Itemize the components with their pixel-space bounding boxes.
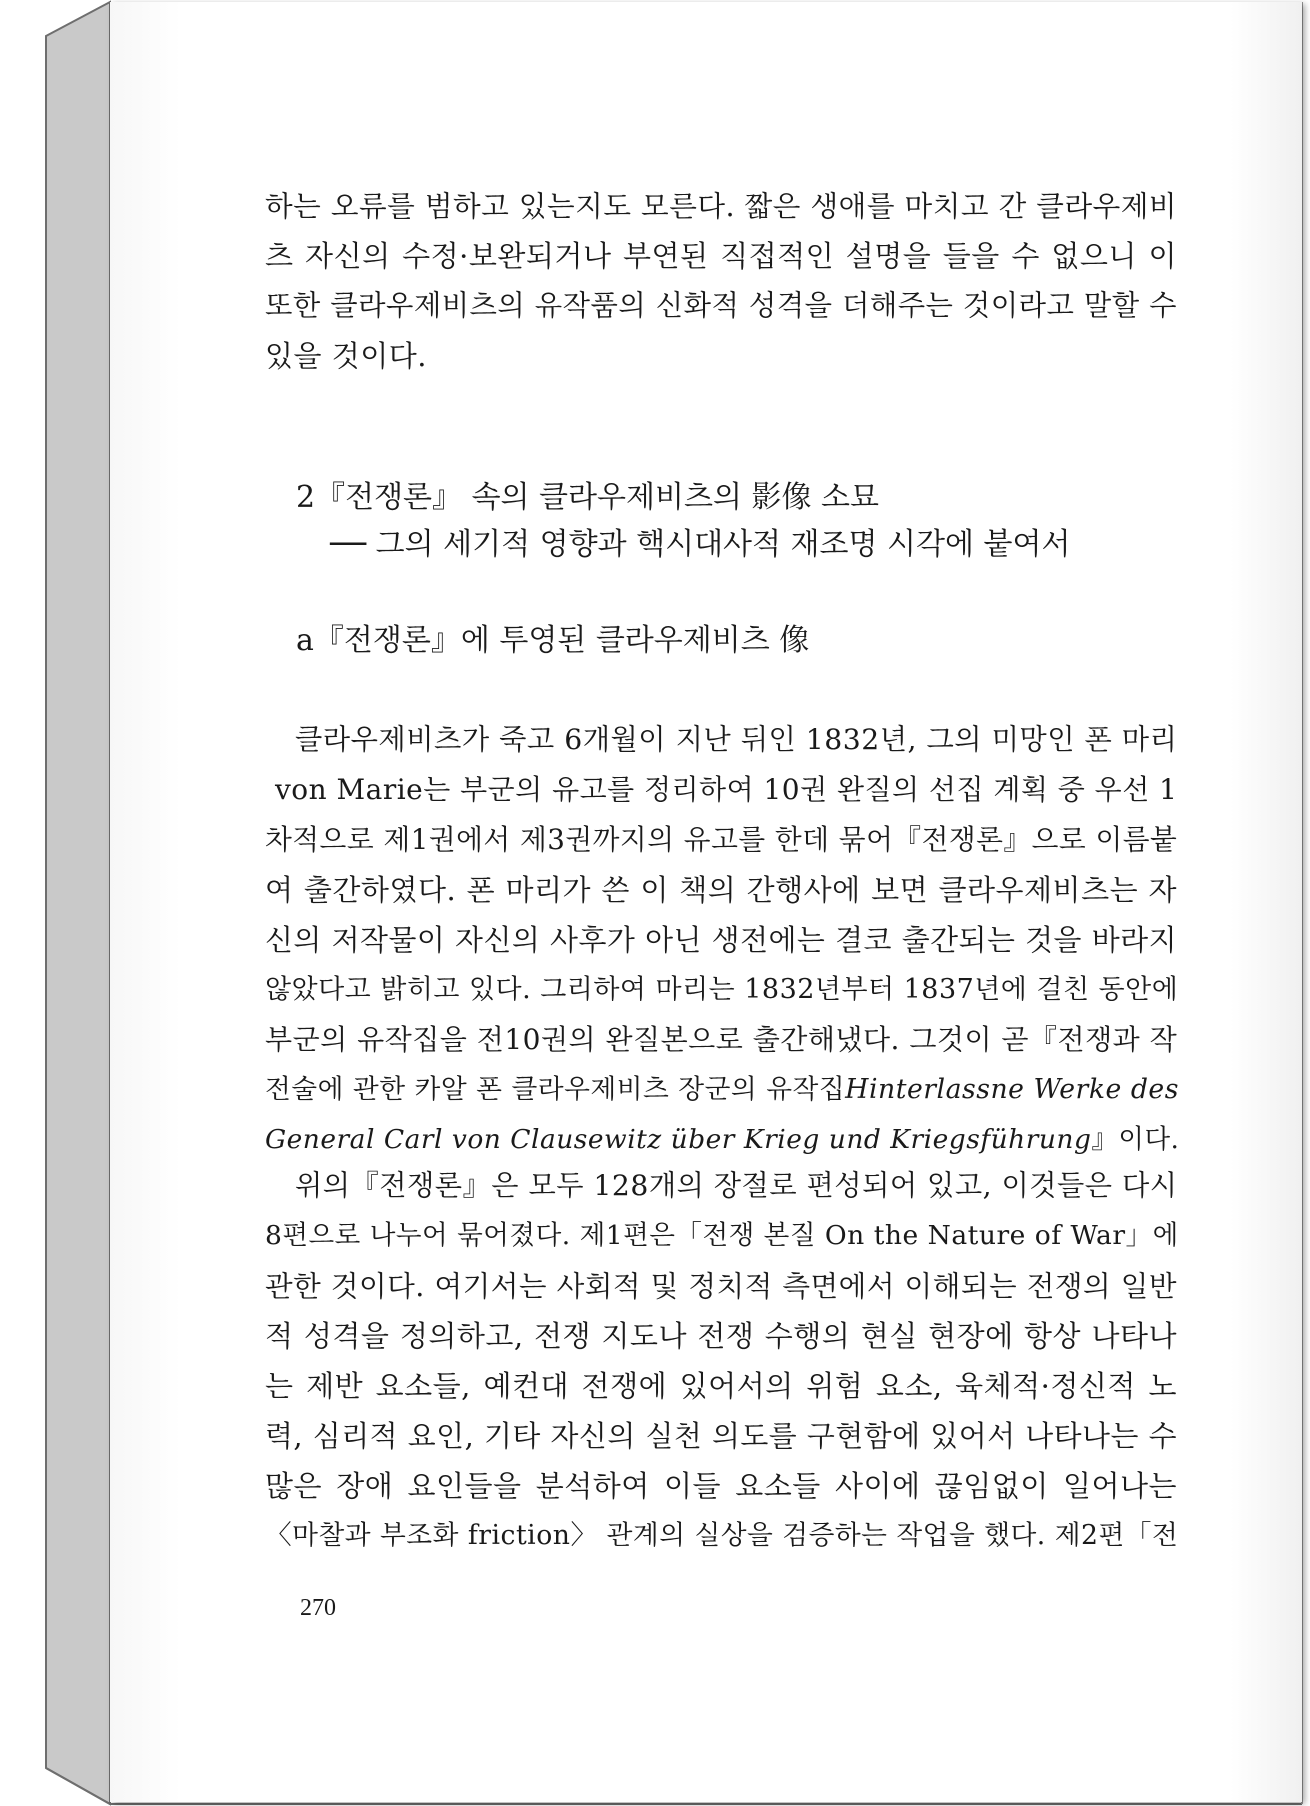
- paragraph-line: 력, 심리적 요인, 기타 자신의 실천 의도를 구현함에 있어서 나타나는 수: [265, 1419, 1177, 1453]
- paragraph-1: [265, 181, 1177, 381]
- subsection-heading: a『전쟁론』에 투영된 클라우제비츠 像: [296, 623, 810, 658]
- section-heading: 2『전쟁론』 속의 클라우제비츠의 影像 소묘: [296, 480, 879, 515]
- paragraph-line: 는 제반 요소들, 예컨대 전쟁에 있어서의 위험 요소, 육체적·정신적 노: [265, 1369, 1177, 1403]
- paragraph-line: 클라우제비츠가 죽고 6개월이 지난 뒤인 1832년, 그의 미망인 폰 마리: [295, 723, 1178, 756]
- paragraph-line: 많은 장애 요인들을 분석하여 이들 요소들 사이에 끊임없이 일어나는: [265, 1469, 1177, 1503]
- paragraph-line: 신의 저작물이 자신의 사후가 아닌 생전에는 결코 출간되는 것을 바라지: [265, 923, 1177, 957]
- paragraph-line: 〈마찰과 부조화 friction〉 관계의 실상을 검증하는 작업을 했다. 제2편「전: [265, 1520, 1179, 1551]
- paragraph-3: [265, 1161, 1177, 1561]
- paragraph-line: von Marie는 부군의 유고를 정리하여 10권 완질의 선집 계획 중 우선 1: [275, 773, 1178, 806]
- paragraph-line: 관한 것이다. 여기서는 사회적 및 정치적 측면에서 이해되는 전쟁의 일반: [265, 1269, 1177, 1303]
- paragraph-line: 여 출간하였다. 폰 마리가 쓴 이 책의 간행사에 보면 클라우제비츠는 자: [265, 873, 1177, 907]
- italic-title-part-2: General Carl von Clausewitz über Krieg und Kriegsführung: [265, 1124, 1092, 1155]
- paragraph-line-mixed: [265, 1065, 1177, 1115]
- paragraph-text: 전술에 관한 카알 폰 클라우제비츠 장군의 유작집: [265, 1074, 846, 1105]
- paragraph-line: 차적으로 제1권에서 제3권까지의 유고를 한데 묶어『전쟁론』으로 이름붙: [265, 823, 1178, 856]
- paragraph-line: 않았다고 밝히고 있다. 그리하여 마리는 1832년부터 1837년에 걸친 동안에: [265, 974, 1179, 1005]
- paragraph-line: 있을 것이다.: [265, 339, 428, 373]
- paragraph-line: 위의『전쟁론』은 모두 128개의 장절로 편성되어 있고, 이것들은 다시: [295, 1169, 1178, 1202]
- paragraph-line: 하는 오류를 범하고 있는지도 모른다. 짧은 생애를 마치고 간 클라우제비: [265, 189, 1177, 223]
- page-number: 270: [300, 1595, 336, 1621]
- paragraph-2: [265, 715, 1180, 1165]
- paragraph-line: 적 성격을 정의하고, 전쟁 지도나 전쟁 수행의 현실 현장에 항상 나타나: [265, 1319, 1177, 1353]
- paragraph-line-mixed: [265, 1115, 1180, 1165]
- italic-title-part-1: Hinterlassne Werke des: [845, 1074, 1179, 1105]
- paragraph-line: 또한 클라우제비츠의 유작품의 신화적 성격을 더해주는 것이라고 말할 수: [265, 289, 1177, 322]
- section-subtitle: ── 그의 세기적 영향과 핵시대사적 재조명 시각에 붙여서: [330, 527, 1071, 562]
- paragraph-text: 』이다.: [1091, 1124, 1180, 1155]
- paragraph-line: 8편으로 나누어 묶어졌다. 제1편은「전쟁 본질 On the Nature of War」에: [265, 1220, 1179, 1251]
- paragraph-line: 츠 자신의 수정·보완되거나 부연된 직접적인 설명을 들을 수 없으니 이: [265, 239, 1177, 273]
- paragraph-line: 부군의 유작집을 전10권의 완질본으로 출간해냈다. 그것이 곧『전쟁과 작: [265, 1023, 1178, 1056]
